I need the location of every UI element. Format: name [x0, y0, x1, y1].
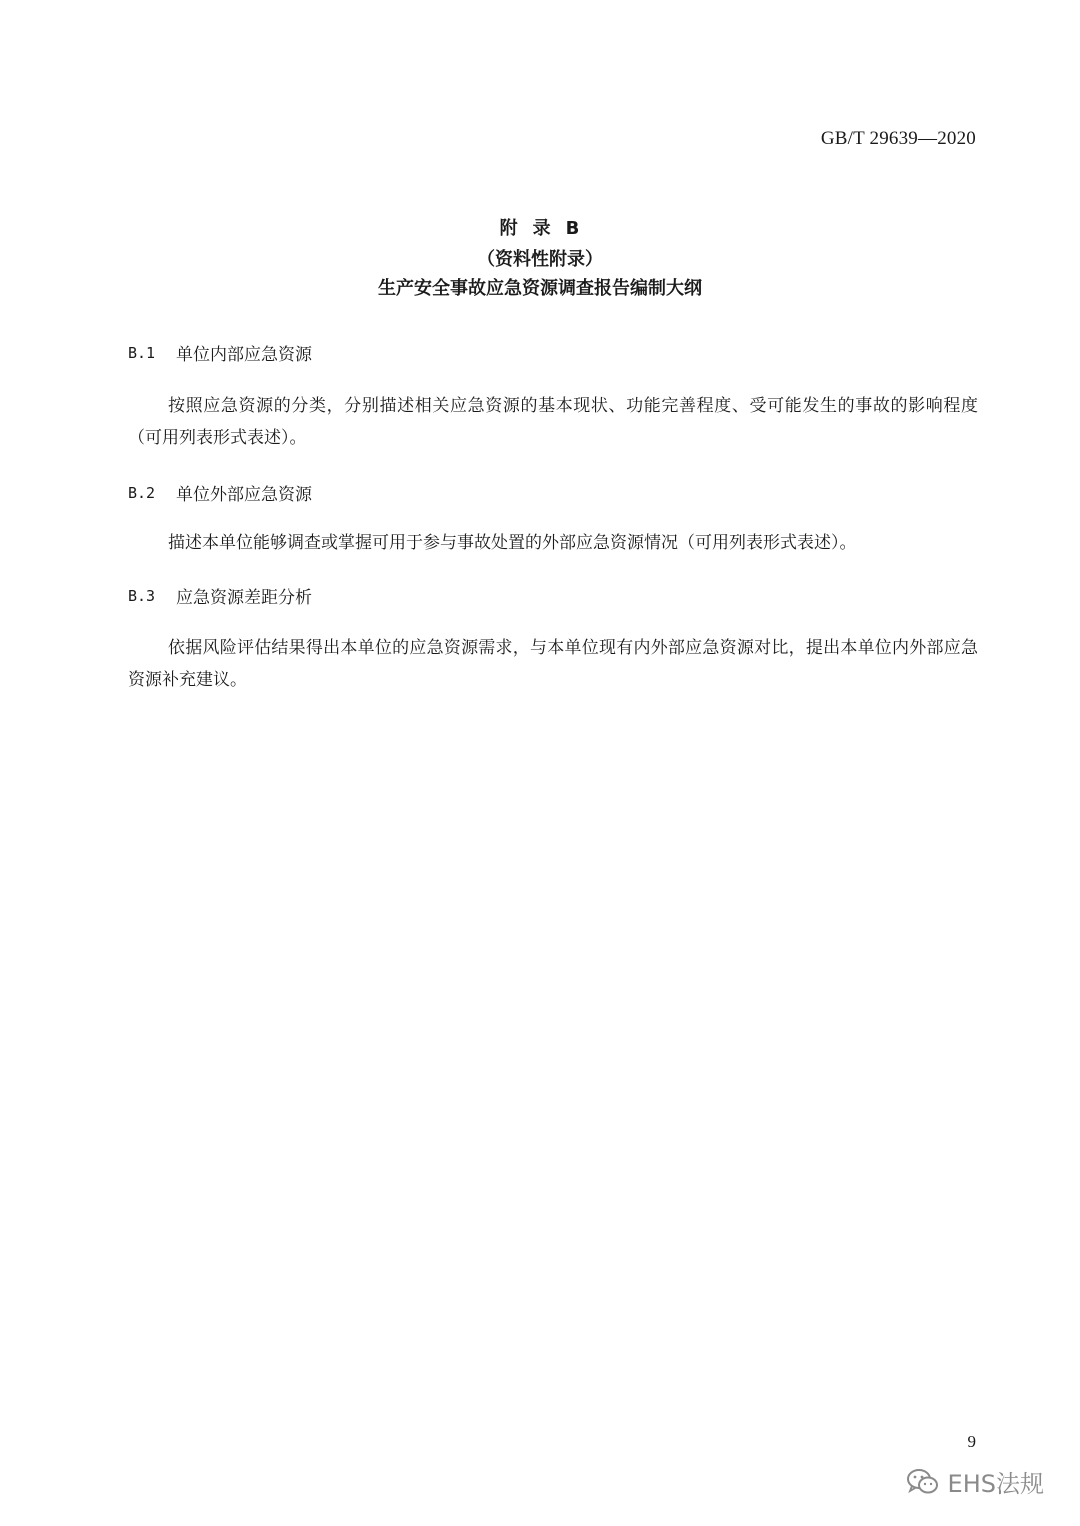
- wechat-icon: [906, 1468, 940, 1496]
- section-heading-b1: [128, 340, 312, 365]
- page-number: 9: [967, 1432, 976, 1451]
- section-body-b1: 按照应急资源的分类，分别描述相关应急资源的基本现状、功能完善程度、受可能发生的事故的影响程度（可用列表形式表述）。: [128, 396, 978, 448]
- section-body-b3: 依据风险评估结果得出本单位的应急资源需求，与本单位现有内外部应急资源对比，提出本单位内外部应急资源补充建议。: [128, 638, 978, 690]
- section-number: B.1: [128, 343, 156, 362]
- section-heading-b3: [128, 583, 312, 608]
- section-number: B.2: [128, 483, 156, 502]
- standard-number: GB/T 29639—2020: [820, 128, 976, 149]
- section-number: B.3: [128, 586, 156, 605]
- watermark: [906, 1464, 1044, 1499]
- appendix-label: 附 录 B: [499, 218, 581, 239]
- section-title: 单位外部应急资源: [176, 485, 312, 505]
- appendix-type: （资料性附录）: [477, 249, 603, 270]
- section-title: 应急资源差距分析: [176, 588, 312, 608]
- section-title: 单位内部应急资源: [176, 345, 312, 365]
- appendix-title: 生产安全事故应急资源调查报告编制大纲: [378, 278, 702, 299]
- section-body-b2: 描述本单位能够调查或掌握可用于参与事故处置的外部应急资源情况（可用列表形式表述）。: [168, 533, 857, 553]
- watermark-text: EHS法规: [947, 1470, 1044, 1498]
- section-heading-b2: [128, 480, 312, 505]
